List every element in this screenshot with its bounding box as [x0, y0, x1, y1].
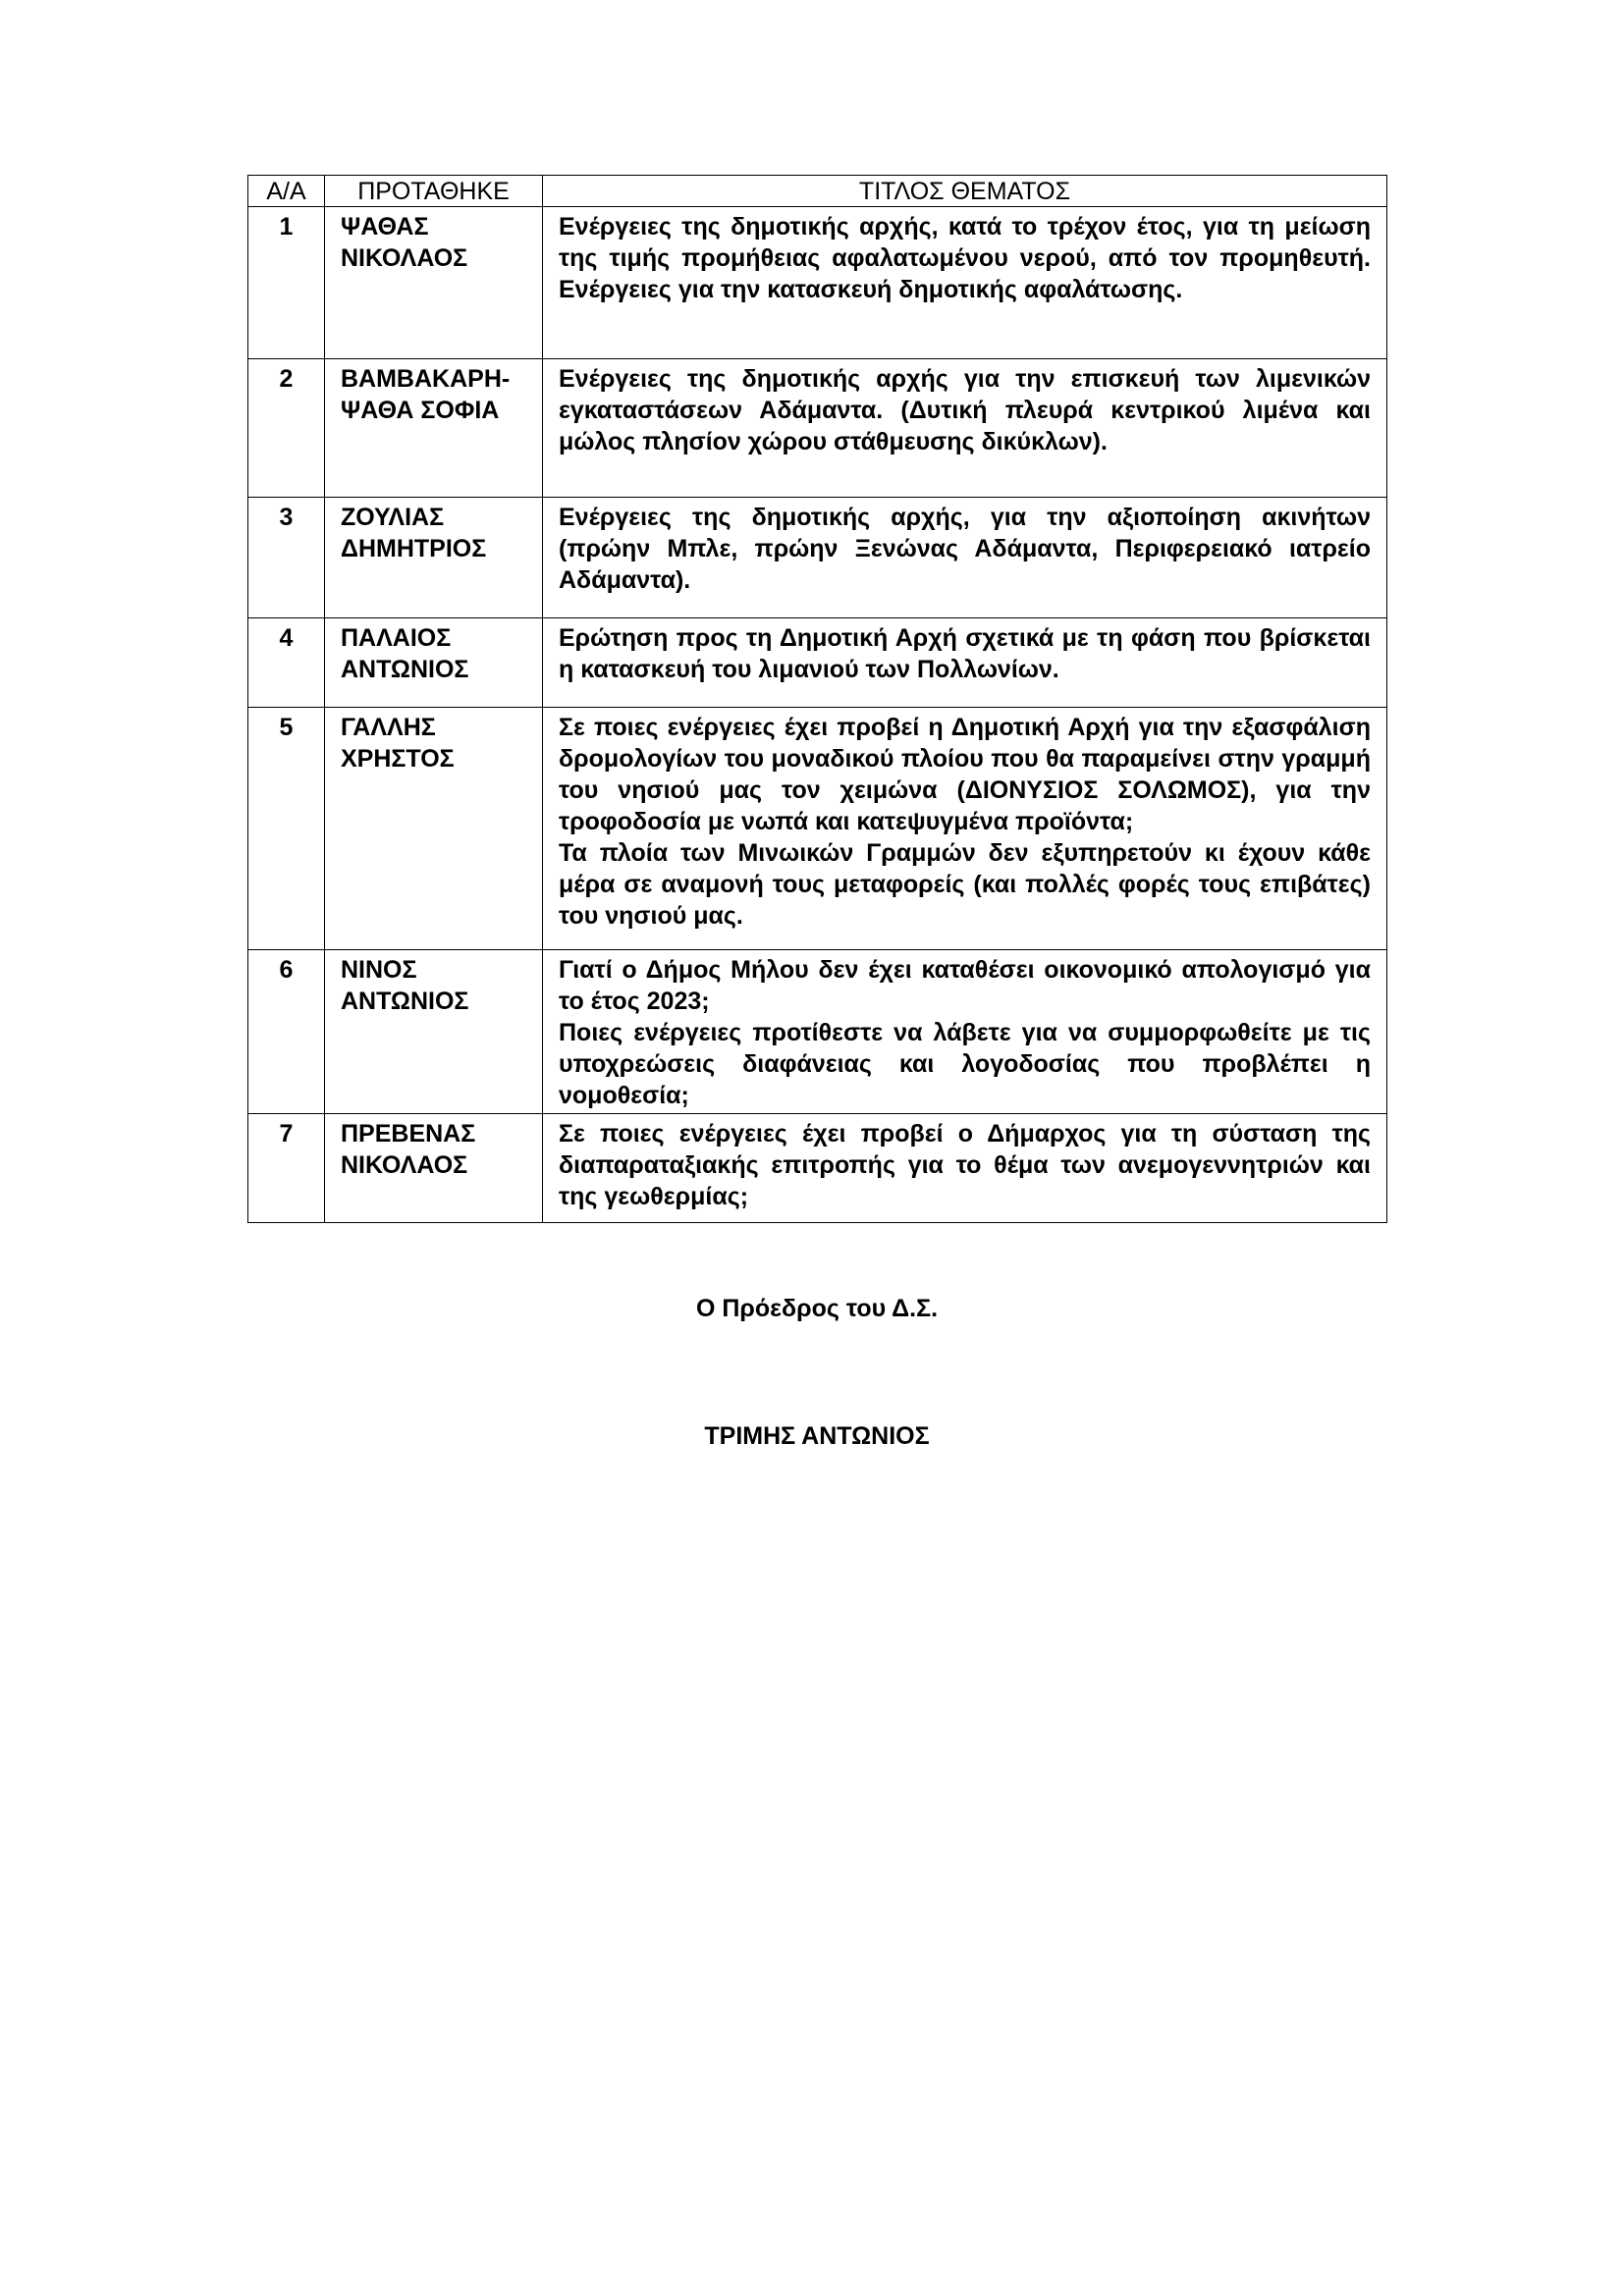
row-proposer — [325, 1114, 543, 1223]
row-number: 7 — [248, 1114, 325, 1223]
row-proposer — [325, 498, 543, 618]
table-row — [248, 950, 1387, 1114]
title-paragraph-1: Σε ποιες ενέργειες έχει προβεί ο Δήμαρχος για τη σύσταση της διαπαραταξιακής επιτροπής για το θέμα των ανεμογεννητριών και της γεωθερμίας; — [559, 1120, 1371, 1210]
row-title — [543, 618, 1387, 708]
title-paragraph-1: Ενέργειες της δημοτικής αρχής, για την αξιοποίηση ακινήτων (πρώην Μπλε, πρώην Ξενώνας Αδάμαντα, Περιφερειακό ιατρείο Αδάμαντα). — [559, 504, 1371, 594]
title-paragraph-1: Σε ποιες ενέργειες έχει προβεί η Δημοτική Αρχή για την εξασφάλιση δρομολογίων του μοναδικού πλοίου που θα παραμείνει στην γραμμή του νησιού μας τον χειμώνα (ΔΙΟΝΥΣΙΟΣ ΣΟΛΩΜΟΣ), για την τροφοδοσία με νωπά και κατεψυγμένα προϊόντα; — [559, 714, 1371, 835]
row-proposer — [325, 207, 543, 359]
table-row — [248, 618, 1387, 708]
row-title — [543, 498, 1387, 618]
header-row — [248, 176, 1387, 207]
proposer-line-2: ΧΡΗΣΤΟΣ — [341, 745, 455, 773]
row-title — [543, 359, 1387, 498]
proposer-line-1: ΝΙΝΟΣ — [341, 956, 417, 984]
row-title — [543, 708, 1387, 950]
row-proposer — [325, 618, 543, 708]
proposer-line-2: ΝΙΚΟΛΑΟΣ — [341, 244, 468, 272]
signature-role: Ο Πρόεδρος του Δ.Σ. — [695, 1295, 939, 1322]
table-row — [248, 708, 1387, 950]
row-number: 4 — [248, 618, 325, 708]
proposer-line-2: ΝΙΚΟΛΑΟΣ — [341, 1151, 468, 1179]
table-row — [248, 1114, 1387, 1223]
row-number: 6 — [248, 950, 325, 1114]
title-paragraph-1: Ερώτηση προς τη Δημοτική Αρχή σχετικά με τη φάση που βρίσκεται η κατασκευή του λιμανιού των Πολλωνίων. — [559, 624, 1371, 683]
header-title: ΤΙΤΛΟΣ ΘΕΜΑΤΟΣ — [543, 176, 1387, 207]
title-paragraph-2: Τα πλοία των Μινωικών Γραμμών δεν εξυπηρετούν κι έχουν κάθε μέρα σε αναμονή τους μεταφορείς (και πολλές φορές τους επιβάτες) του νησιού μας. — [559, 839, 1371, 930]
table-row — [248, 498, 1387, 618]
table-row — [248, 207, 1387, 359]
proposer-line-2: ΨΑΘΑ ΣΟΦΙΑ — [341, 397, 500, 424]
proposer-line-1: ΖΟΥΛΙΑΣ — [341, 504, 445, 531]
row-number: 5 — [248, 708, 325, 950]
row-title — [543, 207, 1387, 359]
header-proposer: ΠΡΟΤΑΘΗΚΕ — [325, 176, 543, 207]
proposer-line-2: ΔΗΜΗΤΡΙΟΣ — [341, 535, 487, 562]
row-title — [543, 1114, 1387, 1223]
signature-name: ΤΡΙΜΗΣ ΑΝΤΩΝΙΟΣ — [704, 1422, 930, 1450]
row-number: 2 — [248, 359, 325, 498]
agenda-table-header — [248, 176, 1387, 207]
table-row — [248, 359, 1387, 498]
row-number: 3 — [248, 498, 325, 618]
agenda-table-body — [248, 207, 1387, 1223]
proposer-line-2: ΑΝΤΩΝΙΟΣ — [341, 988, 469, 1015]
proposer-line-1: ΓΑΛΛΗΣ — [341, 714, 436, 741]
row-proposer — [325, 950, 543, 1114]
proposer-line-2: ΑΝΤΩΝΙΟΣ — [341, 656, 469, 683]
proposer-line-1: ΨΑΘΑΣ — [341, 213, 429, 240]
proposer-line-1: ΠΑΛΑΙΟΣ — [341, 624, 452, 652]
row-proposer — [325, 708, 543, 950]
row-proposer — [325, 359, 543, 498]
proposer-line-1: ΠΡΕΒΕΝΑΣ — [341, 1120, 476, 1148]
row-number: 1 — [248, 207, 325, 359]
title-paragraph-1: Γιατί ο Δήμος Μήλου δεν έχει καταθέσει οικονομικό απολογισμό για το έτος 2023; — [559, 956, 1371, 1015]
title-paragraph-1: Ενέργειες της δημοτικής αρχής για την επισκευή των λιμενικών εγκαταστάσεων Αδάμαντα. (Δυτική πλευρά κεντρικού λιμένα και μώλος πλησίον χώρου στάθμευσης δικύκλων). — [559, 365, 1371, 455]
title-paragraph-1: Ενέργειες της δημοτικής αρχής, κατά το τρέχον έτος, για τη μείωση της τιμής προμήθειας αφαλατωμένου νερού, από τον προμηθευτή. Ενέργειες για την κατασκευή δημοτικής αφαλάτωσης. — [559, 213, 1371, 303]
header-num: Α/Α — [248, 176, 325, 207]
row-title — [543, 950, 1387, 1114]
agenda-table — [247, 175, 1387, 1223]
proposer-line-1: ΒΑΜΒΑΚΑΡΗ- — [341, 365, 511, 393]
title-paragraph-2: Ποιες ενέργειες προτίθεστε να λάβετε για να συμμορφωθείτε με τις υποχρεώσεις διαφάνειας και λογοδοσίας που προβλέπει η νομοθεσία; — [559, 1019, 1371, 1109]
